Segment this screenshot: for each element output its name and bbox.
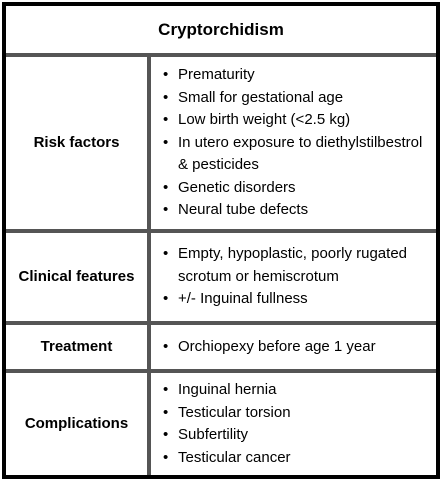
list-item: • Testicular torsion [161, 402, 291, 425]
row-label-complications: Complications [6, 373, 147, 475]
table-frame [2, 2, 440, 479]
list-item: • In utero exposure to diethylstilbestrol & pesticides [161, 132, 430, 177]
list-item: • Prematurity [161, 64, 430, 87]
list-item: • Inguinal hernia [161, 379, 291, 402]
risk-factors-list [161, 64, 430, 222]
row-label-treatment: Treatment [6, 325, 147, 369]
table-title: Cryptorchidism [6, 6, 436, 53]
list-item: • Empty, hypoplastic, poorly rugated scrotum or hemiscrotum [161, 243, 430, 288]
list-item: • Subfertility [161, 424, 291, 447]
treatment-list [161, 336, 376, 359]
list-item: • +/- Inguinal fullness [161, 288, 430, 311]
row-label-clinical-features: Clinical features [6, 233, 147, 321]
cryptorchidism-table [6, 6, 436, 475]
row-content-risk-factors [151, 57, 436, 229]
list-item: • Low birth weight (<2.5 kg) [161, 109, 430, 132]
complications-list [161, 379, 291, 469]
list-item: • Testicular cancer [161, 447, 291, 470]
row-content-clinical-features [151, 233, 436, 321]
row-label-risk-factors: Risk factors [6, 57, 147, 229]
list-item: • Genetic disorders [161, 177, 430, 200]
list-item: • Orchiopexy before age 1 year [161, 336, 376, 359]
list-item: • Neural tube defects [161, 199, 430, 222]
list-item: • Small for gestational age [161, 87, 430, 110]
row-content-complications [151, 373, 436, 475]
clinical-features-list [161, 243, 430, 311]
row-content-treatment [151, 325, 436, 369]
